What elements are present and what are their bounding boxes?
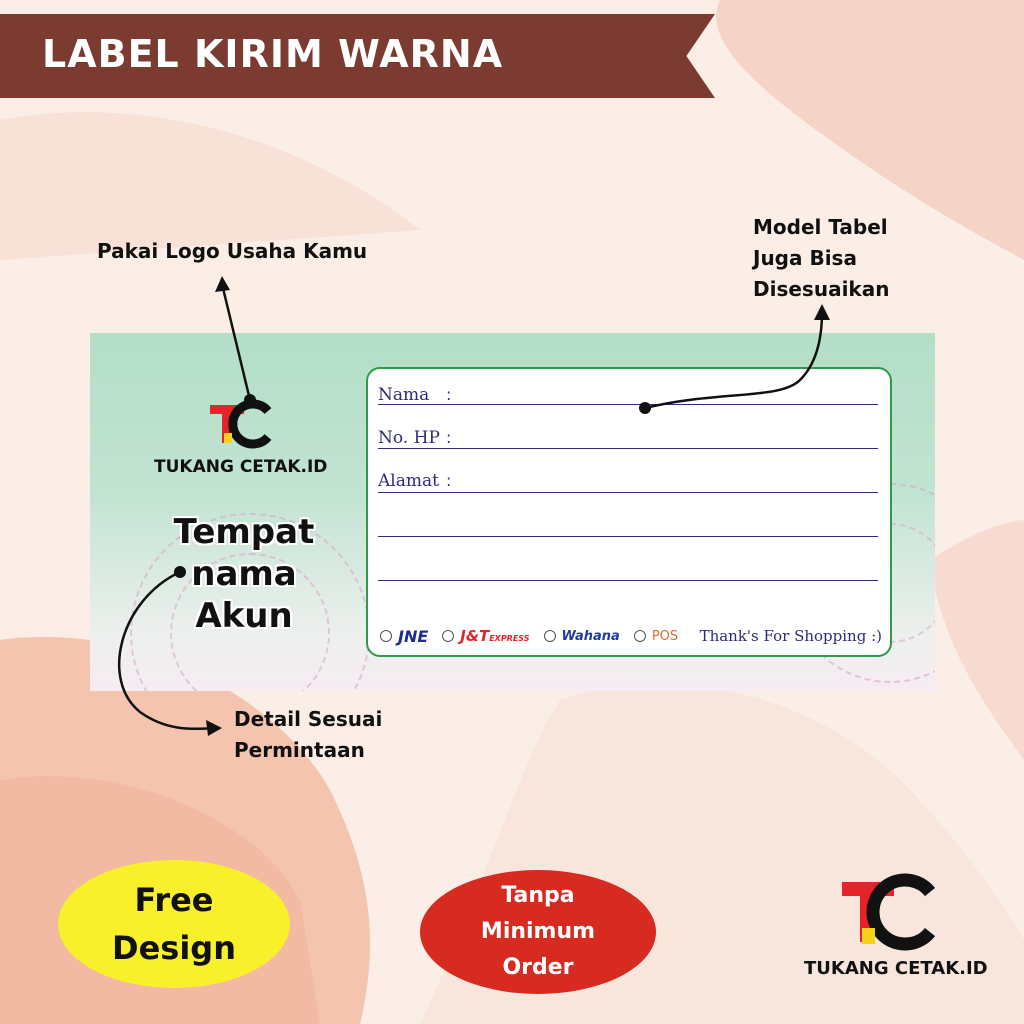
courier-pos — [634, 629, 678, 644]
badge-line: Tanpa — [501, 883, 575, 908]
callout-logo: Pakai Logo Usaha Kamu — [97, 239, 368, 263]
radio-icon — [544, 630, 556, 642]
courier-jt — [442, 627, 529, 645]
page-title: LABEL KIRIM WARNA — [42, 32, 504, 76]
field-label-address: Alamat — [378, 471, 439, 491]
courier-wahana — [544, 629, 620, 644]
callout-table-line: Juga Bisa — [753, 246, 857, 270]
courier-wahana-logo: Wahana — [561, 628, 620, 644]
thanks-text: Thank's For Shopping :) — [699, 627, 882, 645]
account-line: Akun — [195, 596, 293, 636]
radio-icon — [634, 630, 646, 642]
field-colon: : — [446, 385, 452, 404]
field-line — [378, 491, 878, 493]
shipping-label — [90, 333, 935, 691]
courier-row — [380, 625, 882, 647]
callout-detail-line: Permintaan — [234, 738, 365, 762]
field-label-nama: Nama — [378, 385, 430, 405]
field-line — [378, 535, 878, 537]
radio-icon — [380, 630, 392, 642]
callout-table-line: Model Tabel — [753, 215, 888, 239]
min-order-badge — [420, 870, 656, 994]
account-name-placeholder — [164, 511, 324, 637]
courier-jne-logo: JNE — [398, 626, 429, 646]
callout-table-line: Disesuaikan — [753, 277, 890, 301]
field-colon: : — [446, 428, 452, 447]
badge-line: Minimum — [480, 919, 596, 944]
free-design-badge — [58, 860, 290, 988]
badge-line: Free — [134, 881, 214, 919]
field-line — [378, 447, 878, 449]
courier-pos-logo: POS — [651, 628, 679, 644]
account-line: Tempat — [173, 512, 315, 552]
courier-jt-logo: J&TEXPRESS — [460, 627, 530, 645]
label-brand-name: TUKANG CETAK.ID — [154, 457, 328, 477]
callout-detail — [234, 704, 382, 766]
footer-brand-name: TUKANG CETAK.ID — [804, 958, 988, 979]
tc-logo-icon — [210, 399, 274, 453]
address-form — [366, 367, 892, 657]
callout-detail-line: Detail Sesuai — [234, 707, 383, 731]
badge-line: Order — [502, 955, 574, 980]
field-line — [378, 579, 878, 581]
courier-jne — [380, 627, 428, 646]
field-line — [378, 403, 878, 405]
callout-table — [753, 212, 889, 305]
radio-icon — [442, 630, 454, 642]
account-line: nama — [191, 554, 297, 594]
tc-logo-icon — [842, 872, 938, 956]
badge-line: Design — [112, 929, 236, 967]
field-colon: : — [446, 471, 452, 490]
field-label-phone: No. HP — [378, 428, 440, 448]
